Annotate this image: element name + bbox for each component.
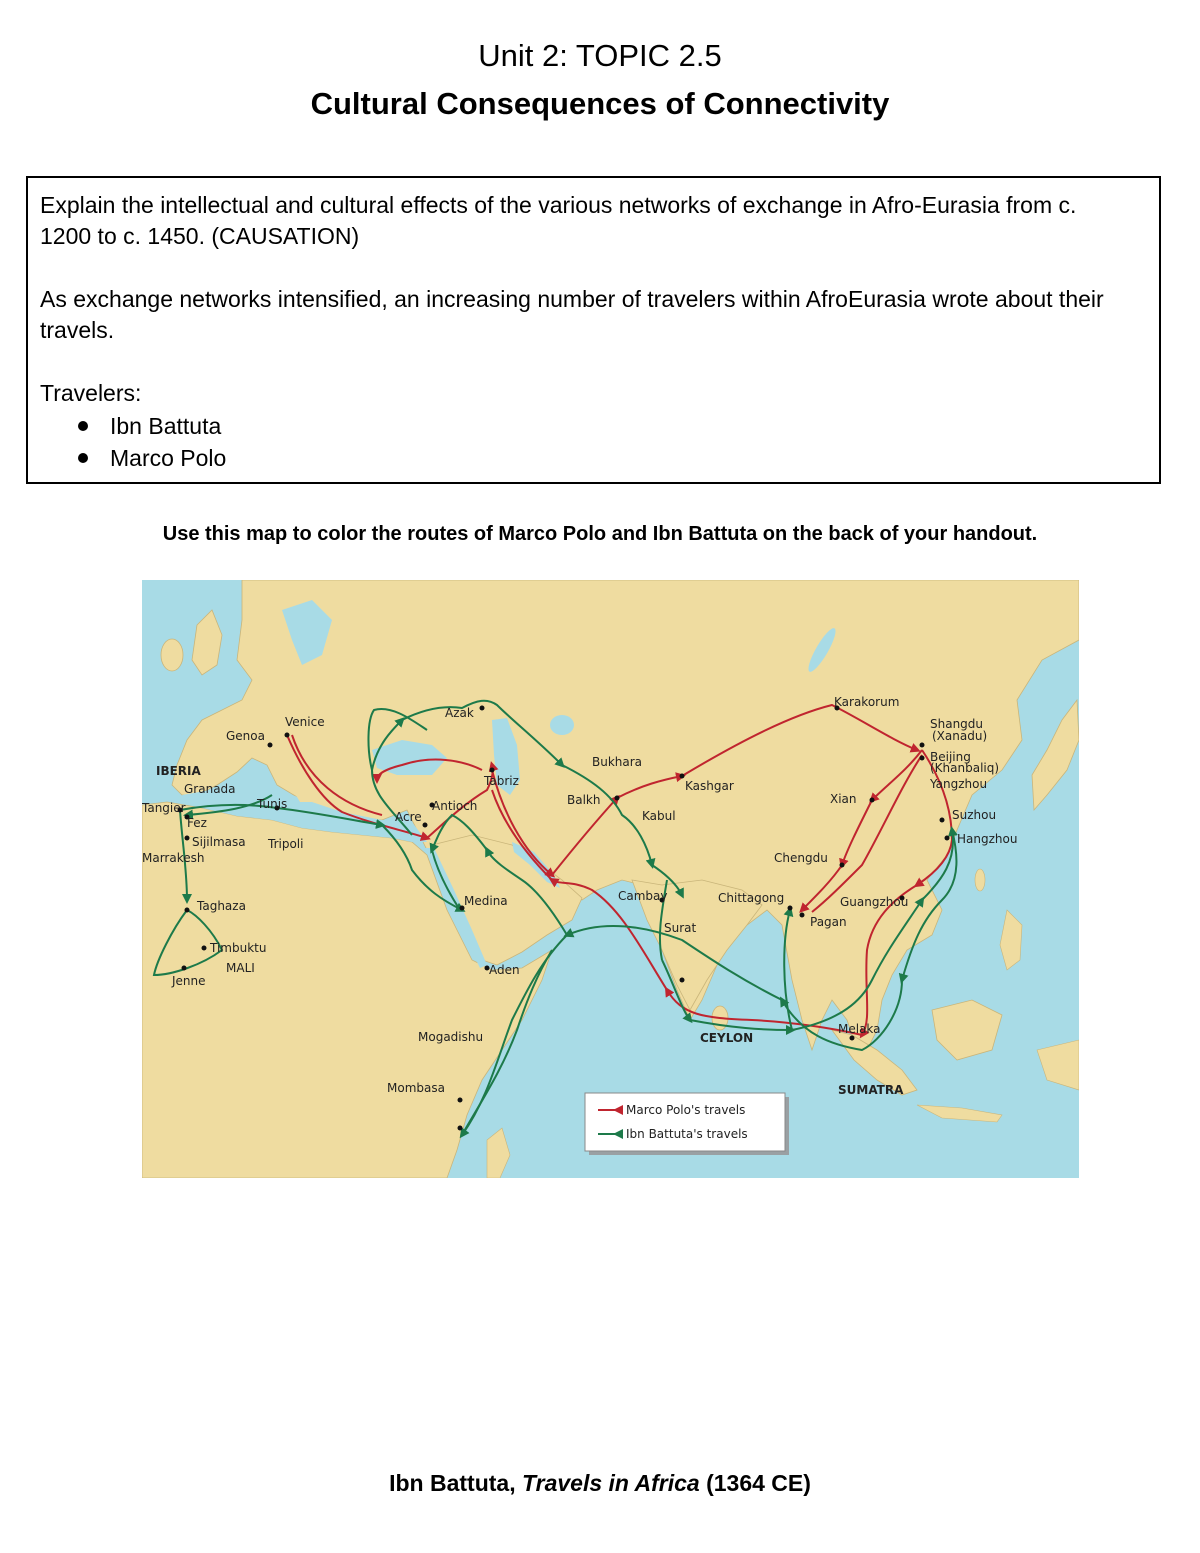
page-title: Cultural Consequences of Connectivity <box>310 86 890 121</box>
label-genoa: Genoa <box>226 729 265 743</box>
caption-author: Ibn Battuta, <box>389 1470 516 1496</box>
aral-sea <box>550 715 574 735</box>
traveler-name: Marco Polo <box>110 445 227 471</box>
label-khanbaliq: (Khanbaliq) <box>930 761 1000 775</box>
label-mogadishu: Mogadishu <box>418 1030 484 1044</box>
map-instruction: Use this map to color the routes of Marco Polo and Ibn Battuta on the back of your handout. <box>162 523 1038 545</box>
label-shangdu: Shangdu <box>930 717 984 731</box>
label-tabriz: Tabriz <box>484 774 519 788</box>
label-sijilmasa: Sijilmasa <box>192 835 246 849</box>
label-aden: Aden <box>489 963 520 977</box>
legend-marco-polo: Marco Polo's travels <box>626 1103 746 1117</box>
label-karakorum: Karakorum <box>834 695 900 709</box>
travelers-list <box>74 410 226 474</box>
list-item <box>74 442 226 474</box>
label-guangzhou: Guangzhou <box>840 895 909 909</box>
label-mombasa: Mombasa <box>387 1081 445 1095</box>
traveler-name: Ibn Battuta <box>110 413 222 439</box>
label-granada: Granada <box>184 782 236 796</box>
bullet-icon <box>78 421 88 431</box>
reading-caption <box>0 1470 1200 1497</box>
label-medina: Medina <box>464 894 508 908</box>
label-melaka: Melaka <box>838 1022 881 1036</box>
label-bukhara: Bukhara <box>592 755 643 769</box>
label-venice: Venice <box>285 715 325 729</box>
label-kabul: Kabul <box>642 809 676 823</box>
label-azak: Azak <box>445 706 474 720</box>
label-iberia: IBERIA <box>156 764 201 778</box>
label-timbuktu: Timbuktu <box>210 941 267 955</box>
label-yangzhou: Yangzhou <box>930 777 988 791</box>
label-mali: MALI <box>226 961 255 975</box>
label-tripoli: Tripoli <box>268 837 304 851</box>
map-legend <box>585 1093 789 1155</box>
list-item <box>74 410 226 442</box>
label-chittagong: Chittagong <box>718 891 785 905</box>
label-acre: Acre <box>395 810 422 824</box>
prompt-paragraph-travelers: As exchange networks intensified, an increasing number of travelers within AfroEurasia wrote about their travels. <box>40 286 1104 343</box>
prompt-box <box>26 176 1161 484</box>
unit-heading: Unit 2: TOPIC 2.5 <box>478 38 722 73</box>
travelers-label: Travelers: <box>40 380 142 406</box>
bullet-icon <box>78 453 88 463</box>
label-kashgar: Kashgar <box>685 779 734 793</box>
label-suzhou: Suzhou <box>952 808 997 822</box>
label-cambay: Cambay <box>618 889 668 903</box>
caption-date: (1364 CE) <box>706 1470 811 1496</box>
label-balkh: Balkh <box>567 793 601 807</box>
label-tunis: Tunis <box>257 797 288 811</box>
label-fez: Fez <box>187 816 207 830</box>
label-marrakesh: Marrakesh <box>142 851 205 865</box>
taiwan-island <box>975 869 985 891</box>
label-taghaza: Taghaza <box>197 899 246 913</box>
ireland-island <box>161 639 183 671</box>
legend-ibn-battuta: Ibn Battuta's travels <box>626 1127 748 1141</box>
label-ceylon: CEYLON <box>700 1031 754 1045</box>
label-antioch: Antioch <box>432 799 478 813</box>
caption-work-title: Travels in Africa <box>521 1470 700 1496</box>
label-hangzhou: Hangzhou <box>957 832 1018 846</box>
label-tangier: Tangier <box>142 801 186 815</box>
label-pagan: Pagan <box>810 915 847 929</box>
label-beijing: Beijing <box>930 750 971 764</box>
travel-routes-map <box>142 580 1079 1178</box>
label-xanadu: (Xanadu) <box>932 729 988 743</box>
label-sumatra: SUMATRA <box>838 1083 904 1097</box>
label-jenne: Jenne <box>172 974 206 988</box>
prompt-paragraph-causation: Explain the intellectual and cultural effects of the various networks of exchange in Afro-Eurasia from c. 1200 to c. 1450. (CAUSATION) <box>40 192 1077 249</box>
label-xian: Xian <box>830 792 857 806</box>
label-chengdu: Chengdu <box>774 851 828 865</box>
label-surat: Surat <box>664 921 697 935</box>
